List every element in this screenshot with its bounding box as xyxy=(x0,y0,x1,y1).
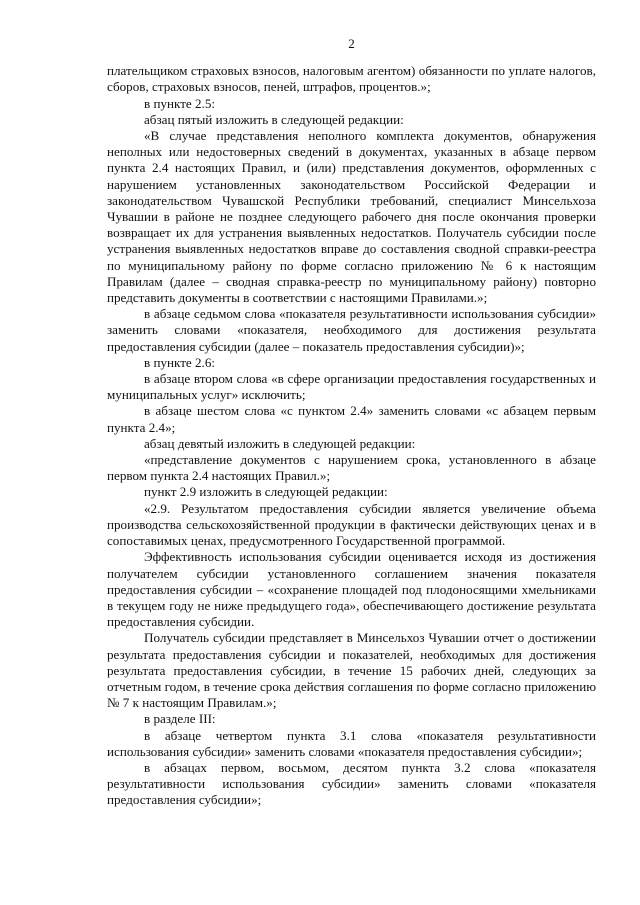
paragraph: в абзаце шестом слова «с пунктом 2.4» заменить словами «с абзацем первым пункта 2.4»; xyxy=(107,403,596,435)
paragraph: Эффективность использования субсидии оценивается исходя из достижения получателем субсидии установленного соглашением значения показателя предоставления субсидии – «сохранение площадей под плодоносящими хмельниками в текущем году не ниже предыдущего года», обеспечивающего достижение результата предоставления субсидии. xyxy=(107,549,596,630)
paragraph: «2.9. Результатом предоставления субсидии является увеличение объема производства сельскохозяйственной продукции в фактически действующих ценах и в сопоставимых ценах, предусмотренного Государственной программой. xyxy=(107,500,596,549)
paragraph: Получатель субсидии представляет в Минсельхоз Чувашии отчет о достижении результата предоставления субсидии и показателей, необходимых для достижения результата предоставления субсидии, в течение 15 рабочих дней, следующих за отчетным годом, в течение срока действия соглашения по форме согласно приложению № 7 к настоящим Правилам.»; xyxy=(107,630,596,711)
paragraph: в абзаце четвертом пункта 3.1 слова «показателя результативности использования субсидии» заменить словами «показателя предоставления субсидии»; xyxy=(107,727,596,759)
paragraph: «представление документов с нарушением срока, установленного в абзаце первом пункта 2.4 настоящих Правил.»; xyxy=(107,452,596,484)
paragraph: пункт 2.9 изложить в следующей редакции: xyxy=(144,484,388,500)
paragraph: «В случае представления неполного комплекта документов, обнаружения неполных или недостоверных сведений в документах, указанных в абзаце первом пункта 2.4 настоящих Правил, и (или) представления документов, оформленных с нарушением установленных законодательством Российской Федерации и законодательством Чувашской Республики требований, специалист Минсельхоза Чувашии в районе не позднее следующего рабочего дня после окончания проверки возвращает их для устранения выявленных недостатков. Получатель субсидии после устранения выявленных недостатков вправе до составления сводной справки-реестра по муниципальному району по форме согласно приложению № 6 к настоящим Правилам (далее – сводная справка-реестр по муниципальному району) повторно представить документы в соответствии с настоящими Правилами.»; xyxy=(107,128,596,306)
paragraph: в пункте 2.6: xyxy=(144,354,216,370)
paragraph: абзац девятый изложить в следующей редакции: xyxy=(144,435,416,451)
paragraph: в разделе III: xyxy=(144,711,216,727)
paragraph: в абзаце седьмом слова «показателя результативности использования субсидии» заменить словами «показателя, необходимого для достижения результата предоставления субсидии (далее – показатель предоставления субсидии)»; xyxy=(107,306,596,354)
document-page xyxy=(107,36,596,809)
paragraph: абзац пятый изложить в следующей редакции: xyxy=(144,111,404,127)
page-number: 2 xyxy=(348,36,355,51)
paragraph: в абзацах первом, восьмом, десятом пункта 3.2 слова «показателя результативности использования субсидии» заменить словами «показателя предоставления субсидии»; xyxy=(107,759,596,808)
paragraph-continuation: плательщиком страховых взносов, налоговым агентом) обязанности по уплате налогов, сборов, страховых взносов, пеней, штрафов, процентов.»; xyxy=(107,63,596,95)
paragraph: в пункте 2.5: xyxy=(144,95,216,111)
paragraph: в абзаце втором слова «в сфере организации предоставления государственных и муниципальных услуг» исключить; xyxy=(107,371,596,403)
